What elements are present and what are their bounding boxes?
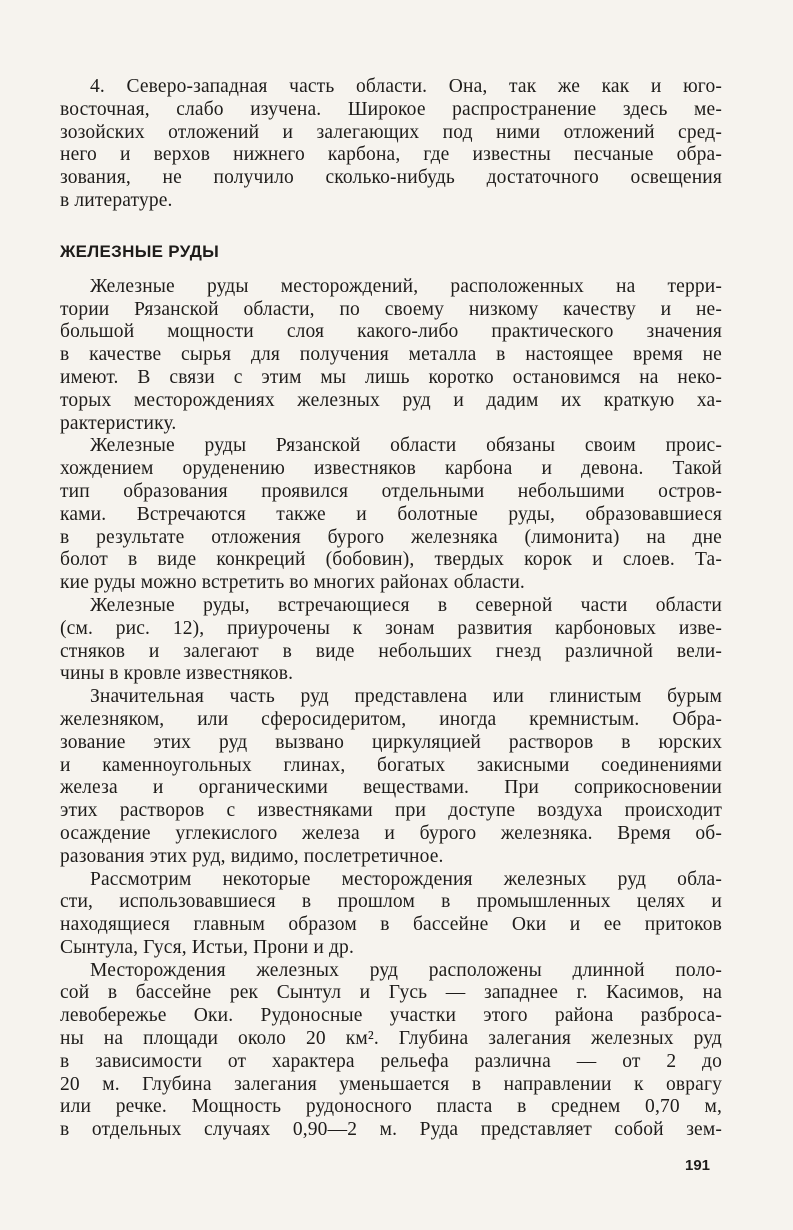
text-line: железа и органическими веществами. При соприкосновении xyxy=(60,777,722,799)
text-line: разования этих руд, видимо, послетретичное. xyxy=(60,845,444,867)
page-number: 191 xyxy=(685,1157,711,1174)
text-line: торых месторождениях железных руд и дадим их краткую ха- xyxy=(60,389,722,411)
text-line: Сынтула, Гуся, Истьи, Прони и др. xyxy=(60,936,354,958)
text-line: в качестве сырья для получения металла в настоящее время не xyxy=(60,344,722,366)
text-line: восточная, слабо изучена. Широкое распространение здесь ме- xyxy=(60,98,722,120)
text-line: Рассмотрим некоторые месторождения железных руд обла- xyxy=(90,868,722,890)
text-line: этих растворов с известняками при доступе воздуха происходит xyxy=(60,800,722,822)
paragraph xyxy=(60,686,722,868)
text-line: Железные руды Рязанской области обязаны своим проис- xyxy=(90,435,722,457)
text-line: и каменноугольных глинах, богатых закисными соединениями xyxy=(60,754,722,776)
text-line: зования, не получило сколько-нибудь достаточного освещения xyxy=(60,167,722,189)
text-line: осаждение углекислого железа и бурого железняка. Время об- xyxy=(60,822,722,844)
text-line: большой мощности слоя какого-либо практического значения xyxy=(60,321,722,343)
text-line: 4. Северо-западная часть области. Она, так же как и юго- xyxy=(90,76,722,97)
text-line: Месторождения железных руд расположены длинной поло- xyxy=(90,959,722,981)
text-line: имеют. В связи с этим мы лишь коротко остановимся на неко- xyxy=(60,366,722,388)
text-line: тории Рязанской области, по своему низкому качеству и не- xyxy=(60,298,722,320)
text-line: или речке. Мощность рудоносного пласта в среднем 0,70 м, xyxy=(60,1096,722,1118)
text-line: кие руды можно встретить во многих районах области. xyxy=(60,572,525,594)
text-line: стняков и залегают в виде небольших гнезд различной вели- xyxy=(60,640,722,662)
text-line: железняком, или сферосидеритом, иногда кремнистым. Обра- xyxy=(60,708,722,730)
text-line: зозойских отложений и залегающих под ними отложений сред- xyxy=(60,121,722,143)
text-line: рактеристику. xyxy=(60,412,177,434)
intro-paragraph xyxy=(60,76,722,213)
text-line: в зависимости от характера рельефа различна — от 2 до xyxy=(60,1050,722,1072)
text-line: сти, использовавшиеся в прошлом в промышленных целях и xyxy=(60,891,722,913)
text-line: хождением оруденению известняков карбона и девона. Такой xyxy=(60,458,722,480)
text-line: в результате отложения бурого железняка (лимонита) на дне xyxy=(60,526,722,548)
section-title: ЖЕЛЕЗНЫЕ РУДЫ xyxy=(60,241,220,261)
paragraph xyxy=(60,595,722,686)
text-line: находящиеся главным образом в бассейне Оки и ее притоков xyxy=(60,914,722,936)
text-line: 20 м. Глубина залегания уменьшается в направлении к оврагу xyxy=(60,1073,722,1095)
paragraph xyxy=(60,960,722,1142)
text-line: в отдельных случаях 0,90—2 м. Руда представляет собой зем- xyxy=(60,1119,722,1141)
text-line: него и верхов нижнего карбона, где известны песчаные обра- xyxy=(60,144,722,166)
text-line: ками. Встречаются также и болотные руды, образовавшиеся xyxy=(60,503,722,525)
text-line: сой в бассейне рек Сынтул и Гусь — западнее г. Касимов, на xyxy=(60,982,722,1004)
text-line: тип образования проявился отдельными небольшими остров- xyxy=(60,480,722,502)
text-line: Железные руды месторождений, расположенных на терри- xyxy=(90,275,722,297)
text-line: Железные руды, встречающиеся в северной части области xyxy=(90,594,722,616)
page-text-block xyxy=(60,76,722,1142)
text-line: зование этих руд вызвано циркуляцией растворов в юрских xyxy=(60,731,722,753)
text-line: Значительная часть руд представлена или глинистым бурым xyxy=(90,686,722,708)
text-line: чины в кровле известняков. xyxy=(60,663,294,685)
paragraph xyxy=(60,435,722,595)
paragraph xyxy=(60,869,722,960)
text-line: болот в виде конкреций (бобовин), твердых корок и слоев. Та- xyxy=(60,549,722,571)
text-line: в литературе. xyxy=(60,189,173,211)
text-line: ны на площади около 20 км². Глубина залегания железных руд xyxy=(60,1028,722,1050)
paragraph xyxy=(60,276,722,436)
text-line: левобережье Оки. Рудоносные участки этого района разброса- xyxy=(60,1005,722,1027)
text-line: (см. рис. 12), приурочены к зонам развития карбоновых изве- xyxy=(60,617,722,639)
